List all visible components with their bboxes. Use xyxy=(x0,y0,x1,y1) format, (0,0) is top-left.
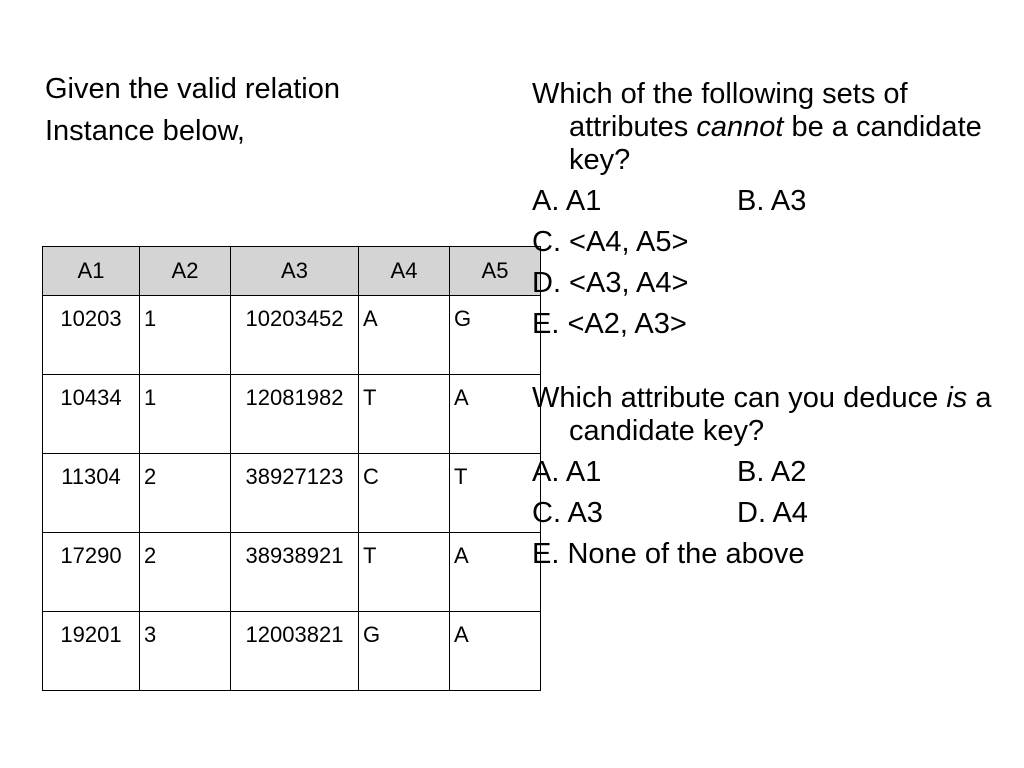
cell-a2: 1 xyxy=(144,306,157,331)
cell-a4: G xyxy=(363,622,381,647)
question-1-option-d: D. <A3, A4> xyxy=(532,267,689,299)
cell-a3: 38927123 xyxy=(245,464,344,489)
question-1-options-row-1 xyxy=(532,185,1002,218)
column-header-a4: A4 xyxy=(359,247,450,296)
question-2-options-row-1 xyxy=(532,456,1002,489)
question-1-option-e: E. <A2, A3> xyxy=(532,308,687,340)
question-2-option-b: B. A2 xyxy=(737,456,807,488)
cell-a5: A xyxy=(454,385,469,410)
cell-a4: C xyxy=(363,464,379,489)
question-2-options-row-2 xyxy=(532,497,1002,530)
question-2-stem-end: a candidate key? xyxy=(569,382,992,447)
cell-a3: 38938921 xyxy=(245,543,344,568)
cell-a1: 11304 xyxy=(61,464,121,489)
question-spacer xyxy=(532,341,1002,382)
question-1-option-b: B. A3 xyxy=(737,185,807,217)
relation-instance-table xyxy=(42,246,541,691)
cell-a5: T xyxy=(454,464,468,489)
cell-a3: 10203452 xyxy=(245,306,344,331)
table-row xyxy=(43,612,541,691)
table-row xyxy=(43,533,541,612)
cell-a4: A xyxy=(363,306,378,331)
cell-a2: 3 xyxy=(144,622,157,647)
question-1-stem-start: Which of the following sets of attributes xyxy=(532,78,908,143)
cell-a2: 2 xyxy=(144,464,157,489)
question-1-emphasis: cannot xyxy=(696,111,784,143)
question-1-stem xyxy=(532,78,1002,177)
question-2-option-a: A. A1 xyxy=(532,456,602,488)
cell-a5: G xyxy=(454,306,472,331)
intro-line-1: Given the valid relation xyxy=(45,73,340,105)
cell-a3: 12081982 xyxy=(245,385,344,410)
cell-a3: 12003821 xyxy=(245,622,344,647)
question-1-stem-end: be a candidate key? xyxy=(569,111,982,176)
question-2-option-e: E. None of the above xyxy=(532,538,805,570)
column-header-a2: A2 xyxy=(140,247,231,296)
questions-panel xyxy=(532,78,1002,571)
cell-a1: 10434 xyxy=(60,385,122,410)
cell-a2: 1 xyxy=(144,385,157,410)
cell-a4: T xyxy=(363,543,377,568)
question-2-emphasis: is xyxy=(946,382,968,414)
cell-a1: 10203 xyxy=(60,306,122,331)
cell-a1: 19201 xyxy=(60,622,122,647)
cell-a5: A xyxy=(454,543,469,568)
question-1-option-c: C. <A4, A5> xyxy=(532,226,689,258)
column-header-a3: A3 xyxy=(231,247,359,296)
table-header-row xyxy=(43,247,541,296)
cell-a2: 2 xyxy=(144,543,157,568)
question-2-stem-start: Which attribute can you deduce xyxy=(532,382,947,414)
question-2-option-d: D. A4 xyxy=(737,497,808,529)
intro-text xyxy=(45,68,465,152)
cell-a4: T xyxy=(363,385,377,410)
question-1-option-a: A. A1 xyxy=(532,185,602,217)
cell-a1: 17290 xyxy=(60,543,122,568)
table-row xyxy=(43,454,541,533)
question-2-stem xyxy=(532,382,1002,448)
column-header-a5: A5 xyxy=(450,247,541,296)
intro-line-2: Instance below, xyxy=(45,115,245,147)
column-header-a1: A1 xyxy=(43,247,140,296)
table-row xyxy=(43,296,541,375)
table-row xyxy=(43,375,541,454)
cell-a5: A xyxy=(454,622,469,647)
question-2-option-c: C. A3 xyxy=(532,497,603,529)
